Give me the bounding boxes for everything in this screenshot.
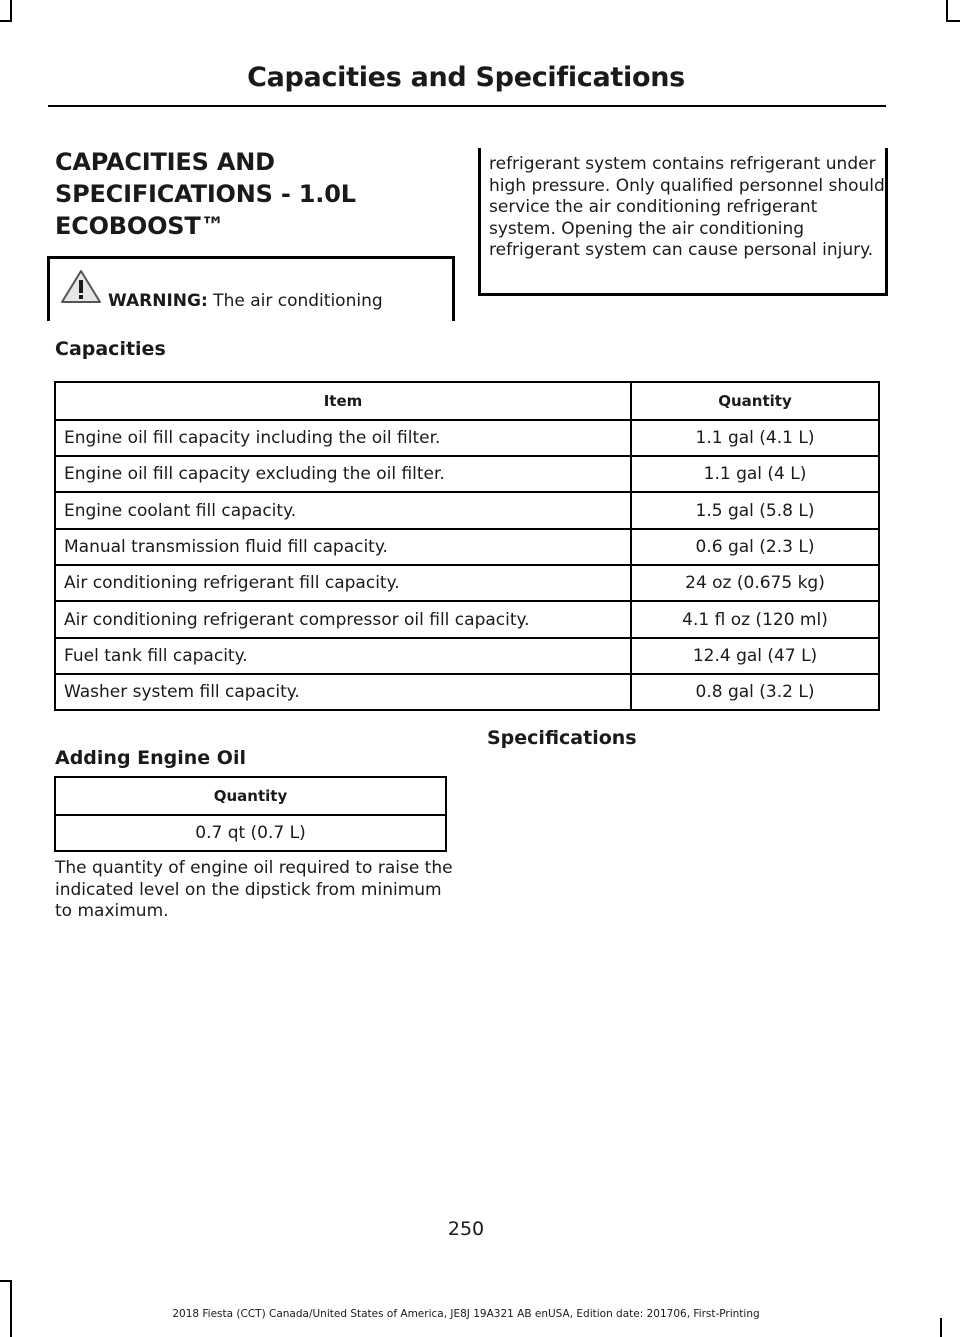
table-row xyxy=(55,674,879,710)
warning-text xyxy=(108,291,383,311)
page-footer: 2018 Fiesta (CCT) Canada/United States of America, JE8J 19A321 AB enUSA, Edition date: 201706, First-Printing xyxy=(172,1308,760,1320)
cell-item: Air conditioning refrigerant fill capacity. xyxy=(55,565,631,601)
warning-text-start: The air conditioning xyxy=(207,291,383,311)
header-rule xyxy=(48,105,886,107)
table-row xyxy=(55,815,446,851)
cell-quantity: 1.5 gal (5.8 L) xyxy=(631,492,879,529)
section-title: CAPACITIES AND SPECIFICATIONS - 1.0L ECOBOOST™ xyxy=(55,148,356,240)
cell-quantity: 1.1 gal (4.1 L) xyxy=(631,420,879,456)
cell-item: Engine oil fill capacity excluding the oil filter. xyxy=(55,456,631,492)
crop-mark xyxy=(940,1318,942,1337)
capacities-heading: Capacities xyxy=(55,338,166,360)
cell-quantity: 4.1 fl oz (120 ml) xyxy=(631,601,879,638)
cell-item: Fuel tank fill capacity. xyxy=(55,638,631,674)
column-header-quantity: Quantity xyxy=(631,382,879,420)
cell-item: Engine coolant fill capacity. xyxy=(55,492,631,529)
specifications-heading: Specifications xyxy=(487,727,637,749)
table-row xyxy=(55,565,879,601)
column-header-quantity: Quantity xyxy=(55,777,446,815)
capacities-table xyxy=(54,381,880,711)
table-header-row xyxy=(55,777,446,815)
cell-item: Engine oil fill capacity including the oil filter. xyxy=(55,420,631,456)
cell-quantity: 0.7 qt (0.7 L) xyxy=(55,815,446,851)
page-number: 250 xyxy=(447,1218,485,1240)
crop-mark xyxy=(0,20,12,22)
table-row xyxy=(55,456,879,492)
table-row xyxy=(55,601,879,638)
crop-mark xyxy=(0,1280,12,1282)
cell-quantity: 1.1 gal (4 L) xyxy=(631,456,879,492)
cell-quantity: 24 oz (0.675 kg) xyxy=(631,565,879,601)
adding-oil-note: The quantity of engine oil required to raise the indicated level on the dipstick from minimum to maximum. xyxy=(55,858,453,921)
warning-triangle-icon xyxy=(60,269,102,309)
cell-quantity: 0.6 gal (2.3 L) xyxy=(631,529,879,565)
warning-box-continued: refrigerant system contains refrigerant under high pressure. Only qualified personnel should service the air conditioning refrigerant system. Opening the air conditioning refrigerant system can cause personal injury. xyxy=(478,148,888,296)
warning-box-start xyxy=(47,256,455,321)
table-row xyxy=(55,529,879,565)
table-row xyxy=(55,638,879,674)
warning-label: WARNING: xyxy=(108,291,208,311)
crop-mark xyxy=(946,0,948,22)
cell-item: Air conditioning refrigerant compressor oil fill capacity. xyxy=(55,601,631,638)
cell-item: Washer system fill capacity. xyxy=(55,674,631,710)
crop-mark xyxy=(946,20,960,22)
page-header-title: Capacities and Specifications xyxy=(247,62,685,93)
cell-quantity: 12.4 gal (47 L) xyxy=(631,638,879,674)
cell-quantity: 0.8 gal (3.2 L) xyxy=(631,674,879,710)
table-header-row xyxy=(55,382,879,420)
column-header-item: Item xyxy=(55,382,631,420)
crop-mark xyxy=(10,0,12,22)
table-row xyxy=(55,420,879,456)
adding-oil-table xyxy=(54,776,447,852)
table-row xyxy=(55,492,879,529)
cell-item: Manual transmission fluid fill capacity. xyxy=(55,529,631,565)
adding-oil-heading: Adding Engine Oil xyxy=(55,747,246,769)
